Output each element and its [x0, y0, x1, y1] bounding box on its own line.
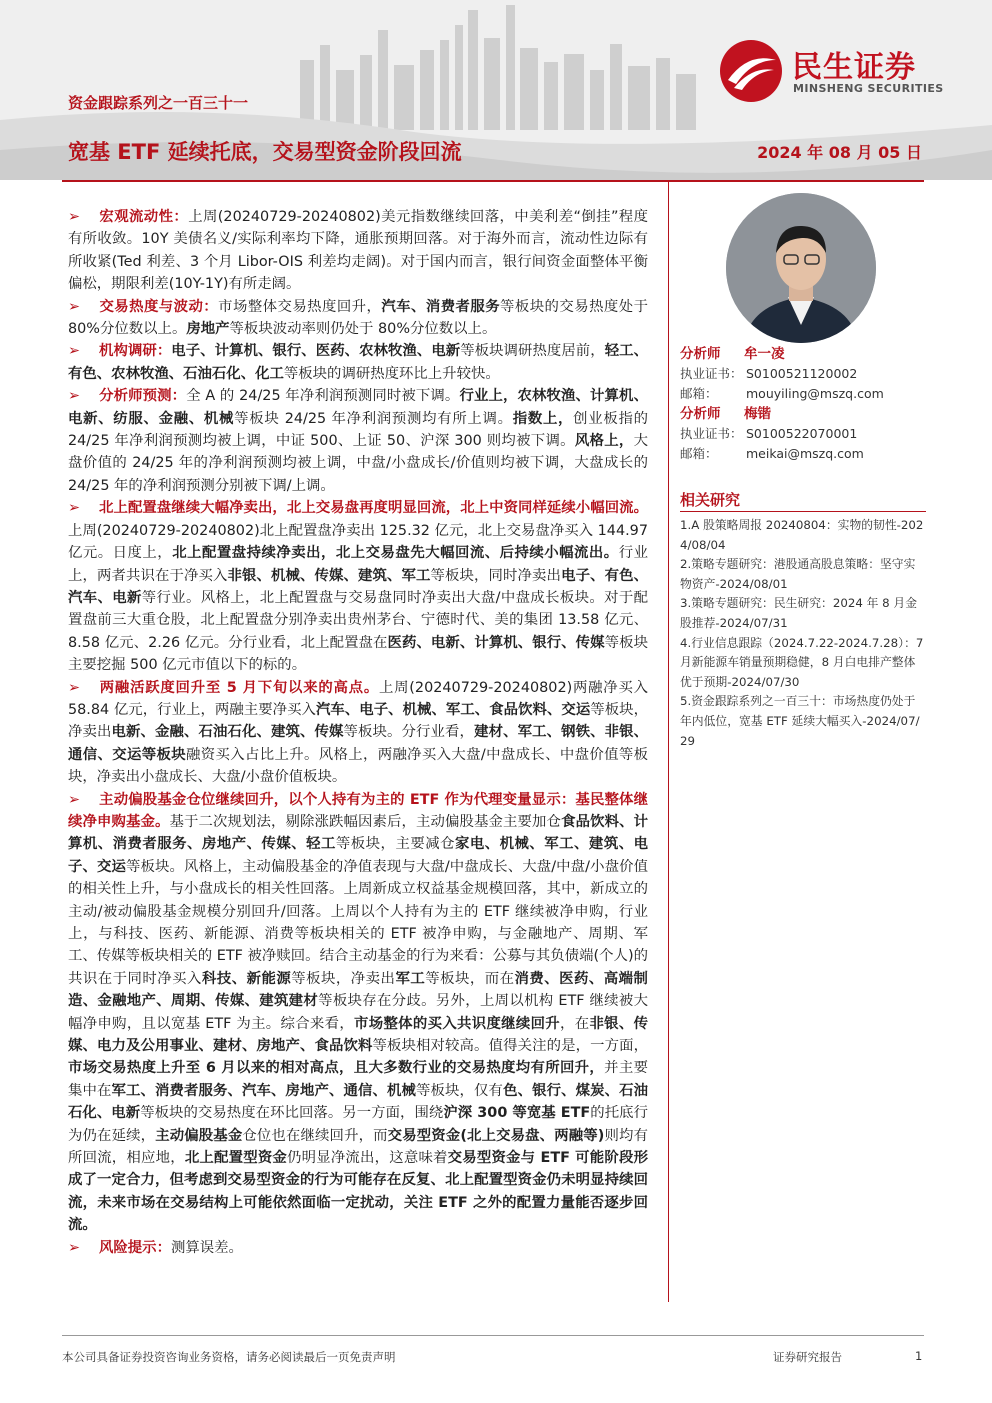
- related-research-title: 相关研究: [680, 491, 741, 509]
- analyst-1-heading: 分析师 牟一凌: [680, 346, 785, 362]
- arrow-bullet-icon: ➢: [68, 209, 81, 225]
- footer-divider: [62, 1335, 924, 1336]
- arrow-bullet-icon: ➢: [68, 343, 81, 360]
- arrow-bullet-icon: ➢: [68, 298, 81, 315]
- summary-body: [68, 206, 648, 1259]
- related-research-item[interactable]: 2.策略专题研究：港股通高股息策略：坚守实物资产-2024/08/01: [680, 557, 916, 591]
- para-northbound: ➢ 北上配置盘继续大幅净卖出，北上交易盘再度明显回流，北上中资同样延续小幅回流。上周(20240729-20240802)北上配置盘净卖出 125.32 亿元，北上交易盘净买入 144.97 亿元。日度上，北上配置盘持续净卖出，北上交易盘先大幅回流、后持续小幅流出。行业上，两者共识在于净买入非银、机械、传媒、建筑、军工等板块，同时净卖出电子、有色、汽车、电新等行业。风格上，北上配置盘与交易盘同时净卖出大盘/中盘成长板块。对于配置盘前三大重仓股，北上配置盘分别净卖出贵州茅台、宁德时代、美的集团 13.58 亿元、8.58 亿元、2.26 亿元。分行业看，北上配置盘在医药、电新、计算机、银行、传媒等板块主要挖掘 500 亿元市值以下的标的。: [68, 497, 648, 676]
- para-active-funds: ➢ 主动偏股基金仓位继续回升，以个人持有为主的 ETF 作为代理变量显示：基民整体继续净申购基金。基于二次规划法，剔除涨跌幅因素后，主动偏股基金主要加仓食品饮料、计算机、消费者服务、房地产、传媒、轻工等板块，主要减仓家电、机械、军工、建筑、电子、交运等板块。风格上，主动偏股基金的净值表现与大盘/中盘成长、大盘/中盘/小盘价值的相关性上升，与小盘成长的相关性回落。上周新成立权益基金规模回落，其中，新成立的主动/被动偏股基金规模分别回升/回落。上周以个人持有为主的 ETF 继续被净申购，行业上，与科技、医药、新能源、消费等板块相关的 ETF 被净申购，与金融地产、周期、军工、传媒等板块相关的 ETF 被净赎回。结合主动基金的行为来看：公募与其负债端(个人)的共识在于同时净买入科技、新能源等板块，净卖出军工等板块，而在消费、医药、高端制造、金融地产、周期、传媒、建筑建材等板块存在分歧。另外，上周以机构 ETF 继续被大幅净申购，且以宽基 ETF 为主。综合来看，市场整体的买入共识度继续回升，在非银、传媒、电力及公用事业、建材、房地产、食品饮料等板块相对较高。值得关注的是，一方面，市场交易热度上升至 6 月以来的相对高点，且大多数行业的交易热度均有所回升，并主要集中在军工、消费者服务、汽车、房地产、通信、机械等板块，仅有色、银行、煤炭、石油石化、电新等板块的交易热度在环比回落。另一方面，围绕沪深 300 等宽基 ETF的托底行为仍在延续，主动偏股基金仓位也在继续回升，而交易型资金(北上交易盘、两融等)则均有所回流，相应地，北上配置型资金仍明显净流出，这意味着交易型资金与 ETF 可能阶段形成了一定合力，但考虑到交易型资金的行为可能存在反复、北上配置型资金仍未明显持续回流，未来市场在交易结构上可能依然面临一定扰动，关注 ETF 之外的配置力量能否逐步回流。: [68, 789, 648, 1237]
- column-divider: [668, 182, 669, 1302]
- analyst-1-name: 牟一凌: [744, 346, 785, 362]
- report-title: 宽基 ETF 延续托底，交易型资金阶段回流: [68, 140, 462, 164]
- logo-text-cn: 民生证券: [792, 50, 916, 85]
- related-research-divider: [680, 511, 926, 512]
- report-date: 2024 年 08 月 05 日: [757, 143, 922, 162]
- footer-report-type: 证券研究报告: [773, 1350, 842, 1364]
- arrow-bullet-icon: ➢: [68, 679, 81, 696]
- report-series: 资金跟踪系列之一百三十一: [68, 94, 249, 112]
- header-divider: [62, 180, 924, 182]
- related-research-item[interactable]: 3.策略专题研究：民生研究：2024 年 8 月金股推荐-2024/07/31: [680, 596, 917, 630]
- minsheng-logo-icon: [718, 38, 784, 104]
- header-banner: [0, 0, 992, 180]
- logo-text-en: MINSHENG SECURITIES: [793, 82, 944, 95]
- arrow-bullet-icon: ➢: [68, 791, 81, 808]
- related-research-item[interactable]: 4.行业信息跟踪（2024.7.22-2024.7.28）：7月新能源车销量预期稳健，8 月白电排产整体优于预期-2024/07/30: [680, 635, 924, 689]
- related-research-list: [680, 516, 926, 751]
- analyst-2-cert: 执业证书： S0100522070001: [680, 426, 858, 441]
- analyst-1-email: 邮箱： mouyiling@mszq.com: [680, 386, 884, 401]
- para-institutional-research: ➢ 机构调研：电子、计算机、银行、医药、农林牧渔、电新等板块调研热度居前，轻工、有色、农林牧渔、石油石化、化工等板块的调研热度环比上升较快。: [68, 340, 648, 385]
- related-research-item[interactable]: 5.资金跟踪系列之一百三十：市场热度仍处于年内低位，宽基 ETF 延续大幅买入-2024/07/29: [680, 694, 920, 748]
- para-trading-heat: ➢ 交易热度与波动：市场整体交易热度回升，汽车、消费者服务等板块的交易热度处于 80%分位数以上。房地产等板块波动率则仍处于 80%分位数以上。: [68, 296, 648, 341]
- para-risk: ➢ 风险提示：测算误差。: [68, 1237, 648, 1259]
- analyst-2-heading: 分析师 梅锴: [680, 406, 771, 422]
- analyst-photo: [726, 193, 876, 343]
- arrow-bullet-icon: ➢: [68, 500, 81, 517]
- analyst-1-cert: 执业证书： S0100521120002: [680, 366, 858, 381]
- analyst-2-email: 邮箱： meikai@mszq.com: [680, 446, 864, 461]
- arrow-bullet-icon: ➢: [68, 1239, 81, 1256]
- company-logo: [718, 38, 968, 104]
- footer-disclaimer: 本公司具备证券投资咨询业务资格，请务必阅读最后一页免责声明: [62, 1350, 396, 1364]
- arrow-bullet-icon: ➢: [68, 388, 81, 405]
- analyst-2-name: 梅锴: [744, 406, 771, 422]
- para-margin-trading: ➢ 两融活跃度回升至 5 月下旬以来的高点。上周(20240729-20240802)两融净买入 58.84 亿元，行业上，两融主要净买入汽车、电子、机械、军工、食品饮料、交运等板块，净卖出电新、金融、石油石化、建筑、传媒等板块。分行业看，建材、军工、钢铁、非银、通信、交运等板块融资买入占比上升。风格上，两融净买入大盘/中盘成长、中盘价值等板块，净卖出小盘成长、大盘/小盘价值板块。: [68, 677, 648, 789]
- para-macro-liquidity: ➢ 宏观流动性：上周(20240729-20240802)美元指数继续回落，中美利差“倒挂”程度有所收敛。10Y 美债名义/实际利率均下降，通胀预期回落。对于海外而言，流动性边际有所收紧(Ted 利差、3 个月 Libor-OIS 利差均走阔)。对于国内而言，银行间资金面整体平衡偏松，期限利差(10Y-1Y)有所走阔。: [68, 206, 648, 296]
- para-analyst-forecast: ➢ 分析师预测：全 A 的 24/25 年净利润预测同时被下调。行业上，农林牧渔、计算机、电新、纺服、金融、机械等板块 24/25 年净利润预测均有所上调。指数上，创业板指的 24/25 年净利润预测均被上调，中证 500、上证 50、沪深 300 则均被下调。风格上，大盘价值的 24/25 年的净利润预测均被上调，中盘/小盘成长/价值则均被下调，大盘成长的 24/25 年的净利润预测分别被下调/上调。: [68, 385, 648, 497]
- page-number: 1: [915, 1349, 923, 1363]
- related-research-item[interactable]: 1.A 股策略周报 20240804：实物的韧性-2024/08/04: [680, 518, 924, 552]
